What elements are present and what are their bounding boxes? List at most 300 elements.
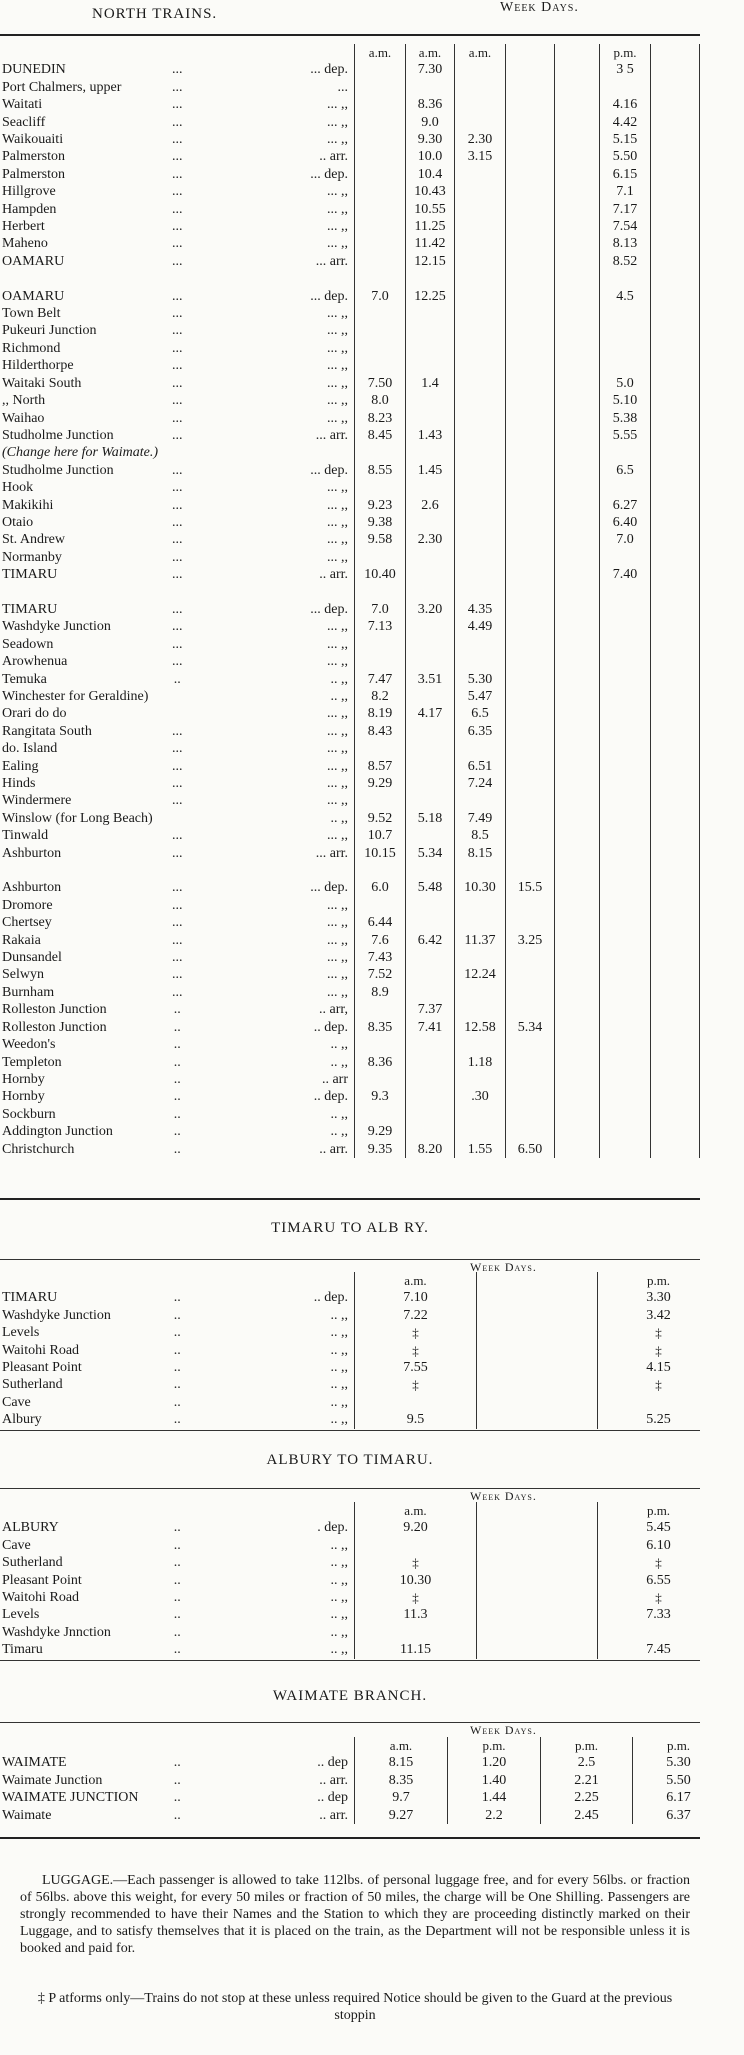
train-time bbox=[406, 827, 455, 844]
train-time bbox=[651, 723, 700, 740]
train-time: 5.30 bbox=[633, 1754, 725, 1771]
train-time: 11.42 bbox=[406, 235, 455, 252]
train-time: 5.38 bbox=[600, 410, 651, 427]
train-time: 4.15 bbox=[598, 1359, 720, 1376]
train-time bbox=[506, 549, 555, 566]
train-time bbox=[355, 862, 406, 879]
train-time bbox=[506, 688, 555, 705]
train-time: 4.17 bbox=[406, 705, 455, 722]
timetable-row bbox=[0, 1106, 744, 1123]
timetable-row bbox=[0, 1141, 744, 1158]
train-time: 7.13 bbox=[355, 618, 406, 635]
train-time bbox=[406, 322, 455, 339]
station-name: Pukeuri Junction bbox=[2, 323, 97, 339]
leader-dots: .. bbox=[173, 1394, 181, 1410]
timetable-row bbox=[0, 201, 744, 218]
train-time bbox=[355, 444, 406, 461]
station-name: WAIMATE JUNCTION bbox=[2, 1790, 139, 1806]
leader-dots: .. bbox=[173, 1607, 181, 1623]
station-name: Arowhenua bbox=[2, 654, 68, 670]
leader-dots: .. bbox=[173, 1377, 181, 1393]
train-time bbox=[355, 636, 406, 653]
station-name: Tinwald bbox=[2, 828, 49, 844]
train-time bbox=[355, 253, 406, 270]
arrival-departure: .. ,, bbox=[330, 1342, 348, 1358]
train-time bbox=[651, 531, 700, 548]
train-time bbox=[651, 932, 700, 949]
arrival-departure: .. ,, bbox=[330, 1037, 348, 1053]
train-time bbox=[555, 688, 600, 705]
arrival-departure: ... ,, bbox=[327, 201, 348, 217]
train-time bbox=[555, 322, 600, 339]
train-time: 7.52 bbox=[355, 966, 406, 983]
station-name: Otaio bbox=[2, 514, 34, 530]
train-time: 8.52 bbox=[600, 253, 651, 270]
header-spacer bbox=[0, 1272, 355, 1289]
arrival-departure bbox=[236, 584, 354, 601]
train-time bbox=[651, 1036, 700, 1053]
train-time bbox=[651, 705, 700, 722]
train-time: 3.20 bbox=[406, 601, 455, 618]
arrival-departure: .. ,, bbox=[330, 1555, 348, 1571]
train-time: 3 5 bbox=[600, 61, 651, 78]
train-time: 6.55 bbox=[598, 1572, 720, 1589]
leader-dots: ... bbox=[171, 984, 183, 1000]
arrival-departure: ... ,, bbox=[327, 932, 348, 948]
train-time: 1.18 bbox=[455, 1054, 506, 1071]
leader-dots: .. bbox=[173, 1106, 181, 1122]
timetable-row bbox=[0, 166, 744, 183]
train-time bbox=[455, 914, 506, 931]
train-time: 5.50 bbox=[633, 1772, 725, 1789]
train-time bbox=[506, 131, 555, 148]
train-time bbox=[700, 322, 744, 339]
leader-dots: ... bbox=[171, 967, 183, 983]
timetable-row bbox=[0, 218, 744, 235]
leader-dots: ... bbox=[171, 219, 183, 235]
train-time: 7.10 bbox=[355, 1289, 477, 1306]
train-time bbox=[355, 148, 406, 165]
timetable-row bbox=[0, 1554, 719, 1571]
train-time bbox=[651, 1071, 700, 1088]
train-time: 7.17 bbox=[600, 201, 651, 218]
albury-timaru-bottom bbox=[0, 1660, 700, 1661]
train-time bbox=[700, 914, 744, 931]
train-time bbox=[355, 1537, 477, 1554]
train-time bbox=[455, 410, 506, 427]
train-time bbox=[355, 166, 406, 183]
train-time: 6.42 bbox=[406, 932, 455, 949]
train-time bbox=[600, 479, 651, 496]
train-time bbox=[700, 288, 744, 305]
train-time: ‡ bbox=[355, 1324, 477, 1341]
column-head bbox=[477, 1272, 598, 1289]
train-time bbox=[700, 235, 744, 252]
train-time bbox=[651, 897, 700, 914]
leader-dots: ... bbox=[171, 236, 183, 252]
train-time: 5.0 bbox=[600, 375, 651, 392]
train-time bbox=[555, 827, 600, 844]
train-time bbox=[477, 1324, 598, 1341]
train-time bbox=[506, 79, 555, 96]
train-time bbox=[600, 966, 651, 983]
train-time bbox=[406, 514, 455, 531]
train-time bbox=[406, 966, 455, 983]
arrival-departure: .. ,, bbox=[330, 1054, 348, 1070]
station-name: Waitohi Road bbox=[2, 1590, 80, 1606]
arrival-departure: ... ,, bbox=[327, 950, 348, 966]
train-time bbox=[555, 914, 600, 931]
leader-dots: .. bbox=[173, 1089, 181, 1105]
train-time: 4.16 bbox=[600, 96, 651, 113]
arrival-departure: ... ,, bbox=[327, 654, 348, 670]
timetable-row bbox=[0, 1789, 724, 1806]
train-time bbox=[506, 375, 555, 392]
timetable-row bbox=[0, 862, 744, 879]
leader-dots: .. bbox=[173, 1342, 181, 1358]
train-time bbox=[506, 166, 555, 183]
train-time: ‡ bbox=[355, 1554, 477, 1571]
station-name: Waitohi Road bbox=[2, 1342, 80, 1358]
train-time bbox=[477, 1606, 598, 1623]
train-time: 5.30 bbox=[455, 671, 506, 688]
train-time bbox=[355, 792, 406, 809]
train-time bbox=[651, 810, 700, 827]
train-time bbox=[700, 862, 744, 879]
station-name: Washdyke Junction bbox=[2, 1307, 111, 1323]
leader-dots: ... bbox=[171, 62, 183, 78]
station-name: Sutherland bbox=[2, 1555, 63, 1571]
column-head: a.m. bbox=[355, 1272, 477, 1289]
train-time: 9.7 bbox=[355, 1789, 448, 1806]
station-name: Palmerston bbox=[2, 149, 65, 165]
train-time bbox=[355, 1624, 477, 1641]
train-time bbox=[700, 671, 744, 688]
train-time bbox=[651, 131, 700, 148]
train-time bbox=[600, 688, 651, 705]
train-time bbox=[651, 114, 700, 131]
train-time: 9.0 bbox=[406, 114, 455, 131]
train-time bbox=[555, 514, 600, 531]
leader-dots: .. bbox=[173, 1642, 181, 1658]
train-time bbox=[455, 305, 506, 322]
station-name: TIMARU bbox=[2, 601, 58, 617]
train-time bbox=[555, 740, 600, 757]
arrival-departure: .. ,, bbox=[330, 1377, 348, 1393]
train-time bbox=[651, 984, 700, 1001]
train-time bbox=[700, 1054, 744, 1071]
arrival-departure: ... arr. bbox=[315, 253, 348, 269]
station-name: Town Belt bbox=[2, 306, 61, 322]
train-time: ‡ bbox=[355, 1589, 477, 1606]
train-time bbox=[506, 183, 555, 200]
column-head bbox=[651, 44, 700, 61]
column-head: p.m. bbox=[448, 1737, 541, 1754]
arrival-departure: ... ,, bbox=[327, 984, 348, 1000]
leader-dots: .. bbox=[173, 1537, 181, 1553]
train-time bbox=[651, 845, 700, 862]
timaru-albury-bottom bbox=[0, 1430, 700, 1431]
train-time: 4.35 bbox=[455, 601, 506, 618]
arrival-departure: ... dep. bbox=[310, 166, 348, 182]
train-time bbox=[600, 618, 651, 635]
arrival-departure: ... ,, bbox=[327, 184, 348, 200]
train-time: 8.43 bbox=[355, 723, 406, 740]
train-time bbox=[651, 653, 700, 670]
station-name: Albury bbox=[2, 1412, 42, 1428]
train-time bbox=[651, 392, 700, 409]
train-time bbox=[651, 479, 700, 496]
arrival-departure: ... arr. bbox=[315, 845, 348, 861]
train-time bbox=[555, 705, 600, 722]
train-time: 8.15 bbox=[455, 845, 506, 862]
train-time: 11.37 bbox=[455, 932, 506, 949]
timetable-row bbox=[0, 479, 744, 496]
train-time bbox=[600, 270, 651, 287]
timetable-row bbox=[0, 1289, 719, 1306]
train-time bbox=[506, 322, 555, 339]
train-time bbox=[355, 1071, 406, 1088]
train-time: 6.44 bbox=[355, 914, 406, 931]
arrival-departure: .. ,, bbox=[330, 1325, 348, 1341]
header-spacer bbox=[0, 44, 355, 61]
train-time: ‡ bbox=[598, 1376, 720, 1393]
arrival-departure: .. dep. bbox=[313, 1290, 348, 1306]
train-time bbox=[455, 531, 506, 548]
train-time bbox=[506, 914, 555, 931]
train-time bbox=[555, 218, 600, 235]
north-week-days: Week Days. bbox=[500, 0, 579, 15]
train-time bbox=[555, 1071, 600, 1088]
station-name: Hinds bbox=[2, 776, 36, 792]
arrival-departure: ... dep. bbox=[310, 462, 348, 478]
train-time bbox=[600, 705, 651, 722]
train-time bbox=[700, 270, 744, 287]
train-time bbox=[700, 253, 744, 270]
train-time bbox=[555, 601, 600, 618]
station-name: Levels bbox=[2, 1607, 40, 1623]
train-time bbox=[600, 758, 651, 775]
train-time bbox=[455, 1106, 506, 1123]
timetable-row bbox=[0, 1071, 744, 1088]
train-time bbox=[700, 1071, 744, 1088]
leader-dots: ... bbox=[171, 306, 183, 322]
arrival-departure: .. ,, bbox=[330, 1394, 348, 1410]
station-name: Waikouaiti bbox=[2, 132, 64, 148]
train-time bbox=[455, 1001, 506, 1018]
leader-dots: ... bbox=[171, 184, 183, 200]
timetable-row bbox=[0, 758, 744, 775]
arrival-departure: ... ,, bbox=[327, 393, 348, 409]
leader-dots bbox=[118, 862, 236, 879]
train-time: 3.25 bbox=[506, 932, 555, 949]
train-time: 7.49 bbox=[455, 810, 506, 827]
train-time: 10.7 bbox=[355, 827, 406, 844]
train-time bbox=[600, 1019, 651, 1036]
train-time: 11.3 bbox=[355, 1606, 477, 1623]
train-time bbox=[555, 1123, 600, 1140]
train-time bbox=[600, 740, 651, 757]
train-time bbox=[355, 340, 406, 357]
train-time bbox=[406, 897, 455, 914]
train-time bbox=[406, 270, 455, 287]
station-name: Maheno bbox=[2, 236, 48, 252]
train-time bbox=[355, 96, 406, 113]
leader-dots: ... bbox=[171, 462, 183, 478]
leader-dots: .. bbox=[173, 1572, 181, 1588]
timetable-row bbox=[0, 270, 744, 287]
train-time bbox=[355, 1106, 406, 1123]
train-time bbox=[700, 514, 744, 531]
arrival-departure: ... ,, bbox=[327, 219, 348, 235]
train-time bbox=[600, 949, 651, 966]
train-time: 8.35 bbox=[355, 1019, 406, 1036]
train-time bbox=[555, 897, 600, 914]
column-head: a.m. bbox=[355, 1737, 448, 1754]
arrival-departure: ... arr. bbox=[315, 427, 348, 443]
train-time: 12.24 bbox=[455, 966, 506, 983]
leader-dots: ... bbox=[171, 340, 183, 356]
station-name: Hilderthorpe bbox=[2, 358, 74, 374]
leader-dots: ... bbox=[171, 636, 183, 652]
train-time: 11.15 bbox=[355, 1641, 477, 1658]
train-time: 1.20 bbox=[448, 1754, 541, 1771]
arrival-departure: .. arr. bbox=[319, 1141, 348, 1157]
train-time bbox=[555, 966, 600, 983]
train-time bbox=[700, 566, 744, 583]
train-time bbox=[555, 810, 600, 827]
leader-dots: ... bbox=[171, 567, 183, 583]
train-time bbox=[555, 253, 600, 270]
train-time bbox=[555, 1019, 600, 1036]
leader-dots: ... bbox=[171, 253, 183, 269]
train-time bbox=[477, 1376, 598, 1393]
train-time: 9.29 bbox=[355, 775, 406, 792]
station-name: Studholme Junction bbox=[2, 427, 114, 443]
train-time bbox=[651, 1019, 700, 1036]
train-time bbox=[651, 201, 700, 218]
leader-dots: .. bbox=[173, 1520, 181, 1536]
train-time: 7.30 bbox=[406, 61, 455, 78]
train-time: 7.0 bbox=[355, 288, 406, 305]
train-time bbox=[651, 322, 700, 339]
train-time: 3.42 bbox=[598, 1307, 720, 1324]
leader-dots: ... bbox=[171, 758, 183, 774]
train-time bbox=[506, 775, 555, 792]
train-time bbox=[700, 792, 744, 809]
train-time bbox=[651, 827, 700, 844]
train-time bbox=[506, 897, 555, 914]
train-time bbox=[700, 410, 744, 427]
column-head: a.m. bbox=[455, 44, 506, 61]
train-time bbox=[600, 584, 651, 601]
train-time bbox=[700, 723, 744, 740]
train-time bbox=[506, 340, 555, 357]
train-time bbox=[600, 932, 651, 949]
station-name: Herbert bbox=[2, 219, 45, 235]
train-time bbox=[700, 810, 744, 827]
arrival-departure: .. dep bbox=[317, 1790, 348, 1806]
train-time bbox=[598, 1394, 720, 1411]
train-time: 5.45 bbox=[598, 1519, 720, 1536]
timetable-row bbox=[0, 914, 744, 931]
train-time: 6.50 bbox=[506, 1141, 555, 1158]
timetable-row bbox=[0, 1359, 719, 1376]
train-time bbox=[651, 879, 700, 896]
train-time bbox=[406, 1054, 455, 1071]
timetable-row bbox=[0, 897, 744, 914]
train-time bbox=[651, 288, 700, 305]
train-time bbox=[555, 862, 600, 879]
arrival-departure: ... ,, bbox=[327, 793, 348, 809]
timaru-albury-rule bbox=[0, 1259, 700, 1260]
timaru-albury-title: TIMARU TO ALB RY. bbox=[271, 1220, 429, 1236]
leader-dots: ... bbox=[171, 427, 183, 443]
train-time: 7.41 bbox=[406, 1019, 455, 1036]
train-time: 2.30 bbox=[455, 131, 506, 148]
timetable-row bbox=[0, 1807, 724, 1824]
train-time: 6.27 bbox=[600, 497, 651, 514]
arrival-departure: ... ,, bbox=[327, 97, 348, 113]
station-name: Waitaki South bbox=[2, 375, 82, 391]
train-time bbox=[455, 514, 506, 531]
train-time: 8.5 bbox=[455, 827, 506, 844]
train-time bbox=[555, 410, 600, 427]
train-time bbox=[355, 1394, 477, 1411]
leader-dots: ... bbox=[171, 132, 183, 148]
train-time: 6.0 bbox=[355, 879, 406, 896]
arrival-departure bbox=[236, 862, 354, 879]
train-time: 5.10 bbox=[600, 392, 651, 409]
train-time: 7.43 bbox=[355, 949, 406, 966]
train-time bbox=[600, 897, 651, 914]
train-time bbox=[555, 758, 600, 775]
train-time bbox=[355, 131, 406, 148]
train-time bbox=[651, 775, 700, 792]
train-time bbox=[600, 653, 651, 670]
arrival-departure: .. arr. bbox=[319, 1807, 348, 1823]
train-time bbox=[506, 845, 555, 862]
train-time bbox=[355, 218, 406, 235]
train-time bbox=[406, 1088, 455, 1105]
train-time bbox=[651, 966, 700, 983]
column-header-row bbox=[0, 1272, 719, 1289]
train-time bbox=[455, 357, 506, 374]
train-time bbox=[700, 932, 744, 949]
station-name: Washdyke Junction bbox=[2, 619, 111, 635]
train-time bbox=[651, 914, 700, 931]
train-time: 10.4 bbox=[406, 166, 455, 183]
train-time bbox=[506, 653, 555, 670]
train-time bbox=[555, 984, 600, 1001]
timetable-row bbox=[0, 1519, 719, 1536]
timetable-row bbox=[0, 705, 744, 722]
station-name: Richmond bbox=[2, 340, 61, 356]
station-name: Waitati bbox=[2, 97, 43, 113]
station-name: Ashburton bbox=[2, 845, 62, 861]
train-time bbox=[506, 1071, 555, 1088]
train-time: 5.34 bbox=[506, 1019, 555, 1036]
leader-dots: .. bbox=[173, 1790, 181, 1806]
train-time bbox=[455, 566, 506, 583]
leader-dots: ... bbox=[171, 880, 183, 896]
train-time bbox=[506, 201, 555, 218]
train-time bbox=[600, 444, 651, 461]
train-time bbox=[651, 740, 700, 757]
train-time bbox=[555, 1001, 600, 1018]
station-name bbox=[0, 584, 118, 601]
train-time bbox=[506, 357, 555, 374]
